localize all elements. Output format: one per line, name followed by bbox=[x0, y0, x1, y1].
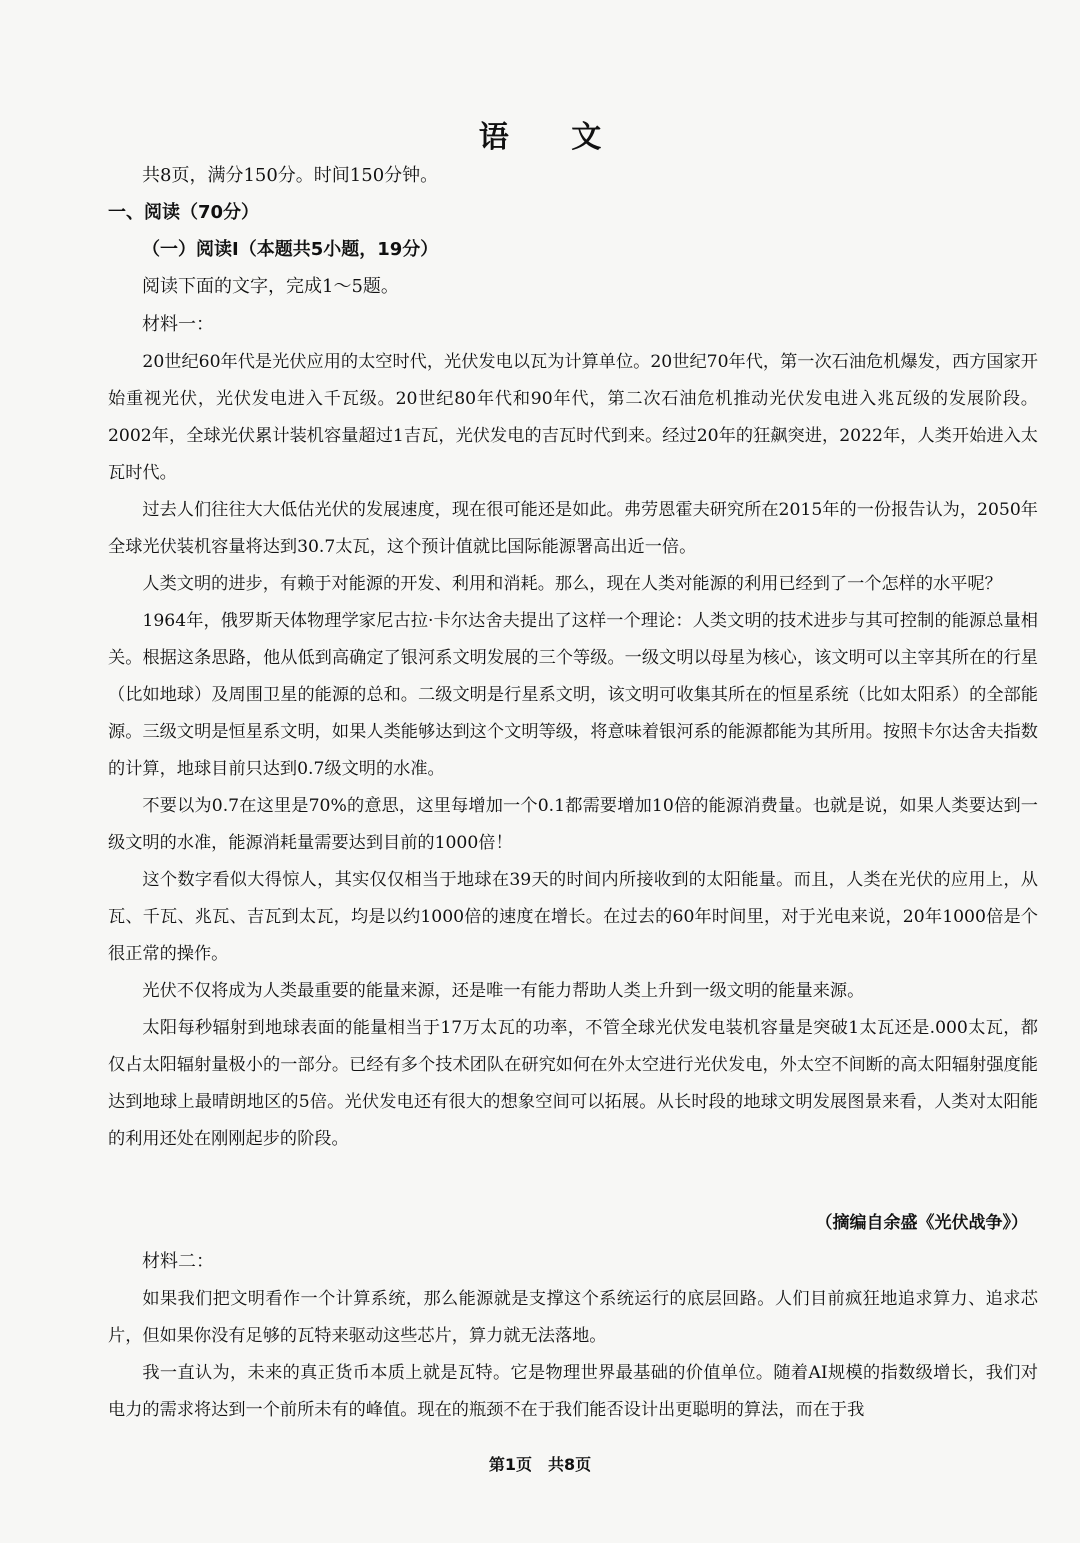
paragraph: 我一直认为，未来的真正货币本质上就是瓦特。它是物理世界最基础的价值单位。随着AI规模的指数级增长，我们对电力的需求将达到一个前所未有的峰值。现在的瓶颈不在于我们能否设计出更聪明的算法，而在于我 bbox=[108, 1363, 1038, 1420]
material1-label: 材料一： bbox=[142, 314, 214, 335]
exam-info: 共8页，满分150分。时间150分钟。 bbox=[142, 165, 439, 186]
material1-source: （摘编自余盛《光伏战争》） bbox=[815, 1213, 1028, 1233]
paragraph: 这个数字看似大得惊人，其实仅仅相当于地球在39天的时间内所接收到的太阳能量。而且，人类在光伏的应用上，从瓦、千瓦、兆瓦、吉瓦到太瓦，均是以约1000倍的速度在增长。在过去的60年时间里，对于光电来说，20年1000倍是个很正常的操作。 bbox=[108, 870, 1038, 964]
paragraph: 20世纪60年代是光伏应用的太空时代，光伏发电以瓦为计算单位。20世纪70年代，第一次石油危机爆发，西方国家开始重视光伏，光伏发电进入千瓦级。20世纪80年代和90年代，第二次石油危机推动光伏发电进入兆瓦级的发展阶段。2002年，全球光伏累计装机容量超过1吉瓦，光伏发电的吉瓦时代到来。经过20年的狂飙突进，2022年，人类开始进入太瓦时代。 bbox=[108, 352, 1038, 483]
section-heading: 一、阅读（70分） bbox=[108, 202, 260, 223]
paragraph: 如果我们把文明看作一个计算系统，那么能源就是支撑这个系统运行的底层回路。人们目前疯狂地追求算力、追求芯片，但如果你没有足够的瓦特来驱动这些芯片，算力就无法落地。 bbox=[108, 1289, 1038, 1346]
material1-body bbox=[108, 344, 1038, 1158]
paragraph: 光伏不仅将成为人类最重要的能量来源，还是唯一有能力帮助人类上升到一级文明的能量来源。 bbox=[142, 981, 865, 1001]
paragraph: 太阳每秒辐射到地球表面的能量相当于17万太瓦的功率，不管全球光伏发电装机容量是突破1太瓦还是.000太瓦，都仅占太阳辐射量极小的一部分。已经有多个技术团队在研究如何在外太空进行光伏发电，外太空不间断的高太阳辐射强度能达到地球上最晴朗地区的5倍。光伏发电还有很大的想象空间可以拓展。从长时段的地球文明发展图景来看，人类对太阳能的利用还处在刚刚起步的阶段。 bbox=[108, 1018, 1038, 1149]
instruction: 阅读下面的文字，完成1～5题。 bbox=[142, 276, 399, 297]
page-title: 语 文 bbox=[478, 120, 628, 155]
paragraph: 过去人们往往大大低估光伏的发展速度，现在很可能还是如此。弗劳恩霍夫研究所在2015年的一份报告认为，2050年全球光伏装机容量将达到30.7太瓦，这个预计值就比国际能源署高出近一倍。 bbox=[108, 500, 1038, 557]
paragraph: 人类文明的进步，有赖于对能源的开发、利用和消耗。那么，现在人类对能源的利用已经到了一个怎样的水平呢？ bbox=[142, 574, 1002, 594]
material2-label: 材料二： bbox=[142, 1251, 214, 1272]
paragraph: 1964年，俄罗斯天体物理学家尼古拉·卡尔达舍夫提出了这样一个理论：人类文明的技术进步与其可控制的能源总量相关。根据这条思路，他从低到高确定了银河系文明发展的三个等级。一级文明以母星为核心，该文明可以主宰其所在的行星（比如地球）及周围卫星的能源的总和。二级文明是行星系文明，该文明可收集其所在的恒星系统（比如太阳系）的全部能源。三级文明是恒星系文明，如果人类能够达到这个文明等级，将意味着银河系的能源都能为其所用。按照卡尔达舍夫指数的计算，地球目前只达到0.7级文明的水准。 bbox=[108, 611, 1038, 779]
material2-body bbox=[108, 1281, 1038, 1429]
paragraph: 不要以为0.7在这里是70%的意思，这里每增加一个0.1都需要增加10倍的能源消费量。也就是说，如果人类要达到一级文明的水准，能源消耗量需要达到目前的1000倍！ bbox=[108, 796, 1038, 853]
page-footer: 第1页 共8页 bbox=[488, 1455, 592, 1474]
subsection-heading: （一）阅读Ⅰ（本题共5小题，19分） bbox=[142, 239, 439, 260]
